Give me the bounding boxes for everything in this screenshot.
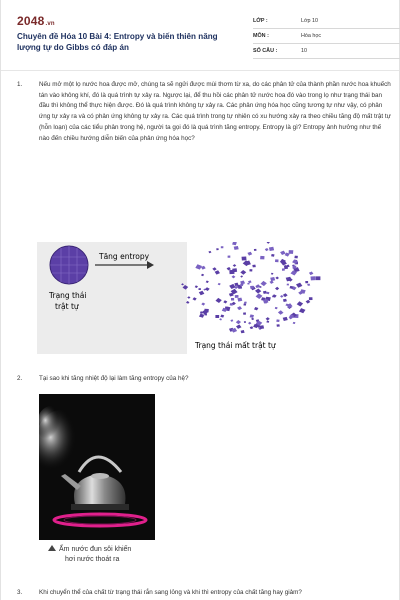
- particle: [287, 284, 289, 286]
- particle: [271, 254, 274, 257]
- particle: [289, 250, 294, 254]
- entropy-diagram: [37, 242, 337, 354]
- particle: [282, 268, 285, 270]
- info-key: SỐ CÂU :: [253, 48, 278, 54]
- question-number: 3.: [17, 589, 23, 596]
- question-3: [17, 588, 391, 600]
- kettle-photo: [39, 394, 155, 540]
- document-header: [17, 14, 385, 66]
- particle: [216, 248, 219, 250]
- question-2: [17, 374, 391, 386]
- site-logo[interactable]: [17, 14, 55, 28]
- question-text: Tại sao khi tăng nhiệt độ lại làm tăng entropy của hệ?: [39, 375, 189, 382]
- particle: [254, 249, 257, 251]
- particle: [247, 283, 249, 285]
- question-text: Khi chuyển thể của chất từ trạng thái rắn sang lỏng và khi thì entropy của chất tăng hay giảm?: [39, 589, 302, 596]
- particle: [277, 324, 280, 327]
- logo-text: 2048: [17, 14, 45, 28]
- particle: [272, 296, 274, 298]
- particle: [266, 292, 269, 294]
- particle: [252, 265, 256, 268]
- particle: [243, 312, 246, 314]
- particle: [249, 269, 252, 271]
- particle: [293, 266, 297, 269]
- particle: [276, 319, 279, 322]
- question-number: 1.: [17, 81, 23, 88]
- particle: [221, 246, 224, 248]
- particle: [309, 297, 313, 300]
- ordered-state-label-2: trật tự: [55, 302, 79, 311]
- logo-suffix: .vn: [45, 21, 55, 27]
- particle: [275, 259, 279, 262]
- info-key: MÔN :: [253, 33, 269, 39]
- particle: [243, 303, 246, 305]
- particle: [238, 286, 242, 289]
- info-row-subject: [253, 29, 400, 44]
- particle: [311, 276, 316, 280]
- caption-triangle-icon: [48, 545, 56, 551]
- info-key: LỚP :: [253, 18, 268, 24]
- particle: [204, 313, 207, 315]
- info-value: Hóa học: [301, 33, 322, 39]
- particle: [250, 286, 254, 289]
- info-row-class: [253, 14, 400, 29]
- particle: [266, 321, 269, 323]
- particle: [305, 281, 308, 283]
- particle: [199, 288, 201, 290]
- disordered-state-label: Trạng thái mất trật tự: [195, 341, 276, 350]
- particle: [235, 295, 239, 298]
- particle: [228, 256, 231, 258]
- header-divider: [1, 70, 399, 71]
- kettle-image: [39, 394, 155, 540]
- ordered-state-label-1: Trạng thái: [49, 291, 87, 300]
- particle: [259, 325, 264, 329]
- entropy-figure: [37, 242, 337, 354]
- particle: [234, 246, 239, 250]
- info-value: Lớp 10: [301, 18, 319, 24]
- info-value: 10: [301, 48, 307, 54]
- particle: [244, 321, 246, 323]
- kettle-caption: [59, 545, 169, 565]
- kettle-caption-line-2: hơi nước thoát ra: [65, 556, 120, 563]
- info-table: [253, 14, 400, 59]
- ordered-crystal-icon: [50, 246, 88, 284]
- particle: [229, 270, 234, 274]
- particle: [215, 315, 219, 318]
- kettle-caption-line-1: Ấm nước đun sôi khiến: [59, 546, 132, 553]
- arrow-label: Tăng entropy: [99, 252, 150, 261]
- particle: [231, 298, 234, 301]
- question-number: 2.: [17, 375, 23, 382]
- question-1: [17, 80, 391, 180]
- particle: [244, 302, 247, 304]
- particle: [294, 256, 298, 259]
- particle: [316, 276, 321, 280]
- page-title: Chuyên đề Hóa 10 Bài 4: Entropy và biến thiên năng lượng tự do Gibbs có đáp án: [17, 32, 218, 52]
- particle: [260, 256, 264, 260]
- particle: [242, 257, 247, 261]
- info-row-count: [253, 44, 400, 59]
- question-text: Nếu mở một lọ nước hoa được mở, chúng ta sẽ ngửi được mùi thơm từ xa, do các phân tử của thành phần nước hoa khuếch tán vào không khí, đó là quá trình tự xảy ra. Ngược lại, để thu hồi các phân tử nước hoa đó vào trong lọ như trạng thái ban đầu thì không thể thực hiện được. Đó là quá trình không tự xảy ra. Các phản ứng hóa học cũng tương tự như vậy, có phản ứng tự xảy ra và có phản ứng không tự xảy ra. Các quá trình trong tự nhiên có xu hướng xảy ra theo chiều tăng độ mất trật tự (hỗn loạn) của các tiểu phân trong hệ, người ta gọi đó là quá trình tăng entropy. Entropy là gì? Entropy ảnh hưởng như thế nào đến chiều hướng diễn biến của phản ứng hóa học?: [39, 81, 391, 142]
- particle: [269, 247, 274, 251]
